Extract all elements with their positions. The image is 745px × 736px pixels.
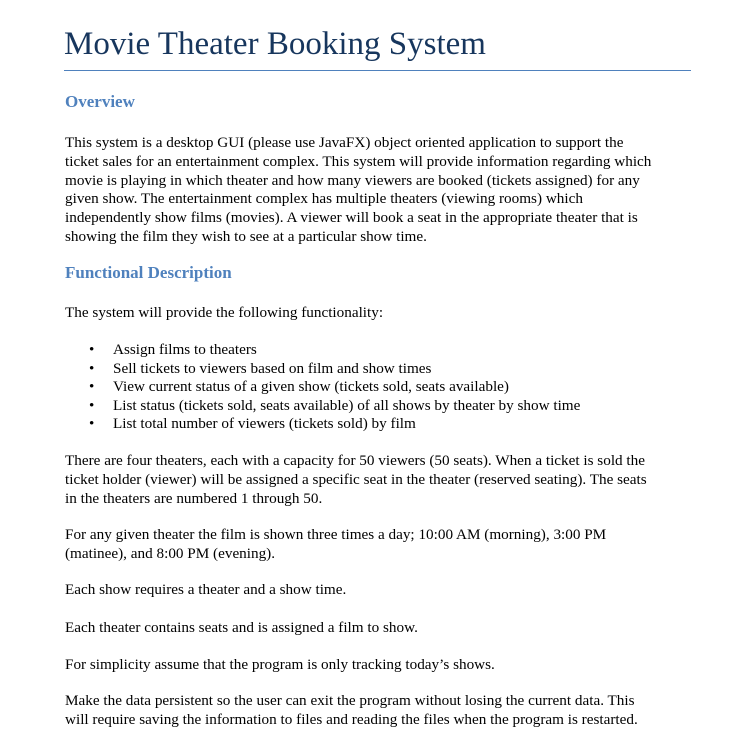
bullet-icon: • bbox=[89, 415, 95, 432]
overview-line: given show. The entertainment complex has multiple theaters (viewing rooms) which bbox=[65, 190, 583, 208]
functional-intro: The system will provide the following functionality: bbox=[65, 304, 384, 321]
list-item: • Assign films to theaters bbox=[89, 341, 257, 358]
showtimes-paragraph bbox=[65, 526, 695, 564]
showtimes-line: For any given theater the film is shown three times a day; 10:00 AM (morning), 3:00 PM bbox=[65, 526, 607, 543]
list-item: • List total number of viewers (tickets sold) by film bbox=[89, 415, 416, 432]
overview-line: This system is a desktop GUI (please use JavaFX) object oriented application to support the bbox=[65, 134, 624, 151]
title-underline bbox=[64, 70, 691, 71]
showtimes-line: (matinee), and 8:00 PM (evening). bbox=[65, 544, 276, 562]
bullet-icon: • bbox=[89, 359, 95, 377]
persistence-line: Make the data persistent so the user can exit the program without losing the current data. This bbox=[65, 692, 635, 709]
overview-line: independently show films (movies). A viewer will book a seat in the appropriate theater that is bbox=[65, 209, 638, 227]
theaters-paragraph bbox=[65, 452, 695, 508]
simplicity-paragraph: For simplicity assume that the program is only tracking today’s shows. bbox=[65, 656, 495, 673]
list-item: • View current status of a given show (tickets sold, seats available) bbox=[89, 378, 509, 395]
bullet-icon: • bbox=[89, 341, 95, 358]
theater-contents-paragraph: Each theater contains seats and is assigned a film to show. bbox=[65, 619, 418, 636]
bullet-icon: • bbox=[89, 396, 95, 414]
bullet-icon: • bbox=[89, 378, 95, 395]
overview-line: movie is playing in which theater and how many viewers are booked (tickets assigned) for any bbox=[65, 171, 640, 189]
overview-heading: Overview bbox=[65, 92, 135, 111]
functionality-list bbox=[89, 341, 580, 434]
show-requirement-paragraph: Each show requires a theater and a show time. bbox=[65, 581, 347, 598]
theaters-line: in the theaters are numbered 1 through 50. bbox=[65, 489, 323, 507]
persistence-line: will require saving the information to files and reading the files when the program is restarted. bbox=[65, 710, 638, 728]
overview-paragraph bbox=[65, 134, 695, 247]
overview-line: showing the film they wish to see at a particular show time. bbox=[65, 227, 427, 245]
functional-heading: Functional Description bbox=[65, 263, 232, 282]
theaters-line: ticket holder (viewer) will be assigned a specific seat in the theater (reserved seating). The seats bbox=[65, 470, 647, 488]
overview-line: ticket sales for an entertainment complex. This system will provide information regarding which bbox=[65, 152, 652, 170]
theaters-line: There are four theaters, each with a capacity for 50 viewers (50 seats). When a ticket is sold the bbox=[65, 452, 645, 469]
list-item: • Sell tickets to viewers based on film and show times bbox=[89, 359, 432, 377]
persistence-paragraph bbox=[65, 692, 695, 730]
list-item: • List status (tickets sold, seats available) of all shows by theater by show time bbox=[89, 396, 581, 414]
document-title: Movie Theater Booking System bbox=[64, 26, 486, 62]
